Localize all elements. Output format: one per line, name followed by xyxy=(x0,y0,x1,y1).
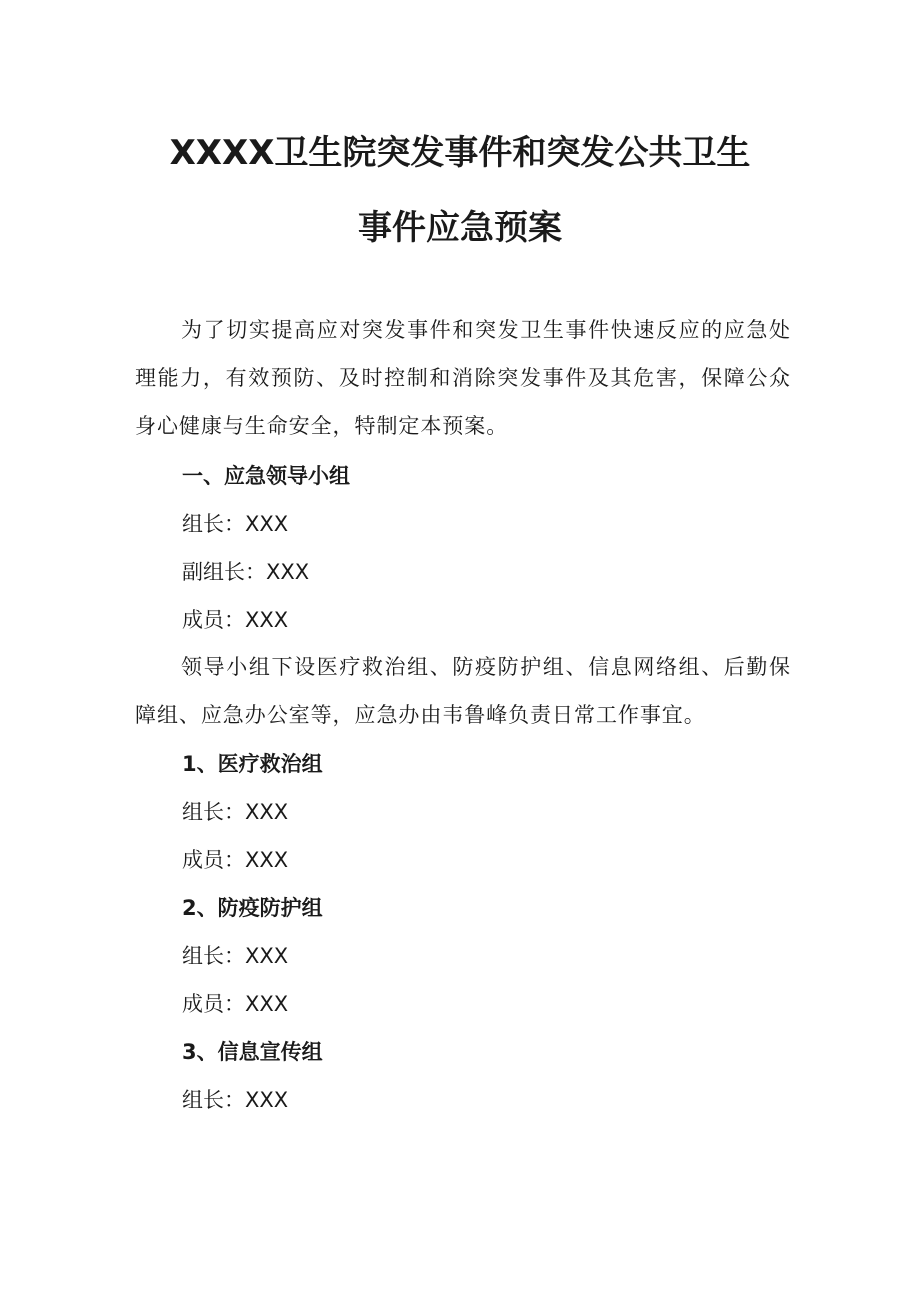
leadership-deputy-leader: 副组长：XXX xyxy=(182,560,310,584)
epidemic-group-leader: 组长：XXX xyxy=(182,944,289,968)
group-heading-information-publicity: 3、信息宣传组 xyxy=(182,1040,323,1064)
medical-group-leader: 组长：XXX xyxy=(182,800,289,824)
epidemic-group-members: 成员：XXX xyxy=(182,992,289,1016)
medical-group-members: 成员：XXX xyxy=(182,848,289,872)
intro-paragraph: 为了切实提高应对突发事件和突发卫生事件快速反应的应急处理能力，有效预防、及时控制和消除突发事件及其危害，保障公众身心健康与生命安全，特制定本预案。 xyxy=(135,318,791,438)
document-title-line-2: 事件应急预案 xyxy=(358,208,562,248)
leadership-leader: 组长：XXX xyxy=(182,512,289,536)
group-heading-epidemic-protection: 2、防疫防护组 xyxy=(182,896,323,920)
document-title-line-1: XXXX卫生院突发事件和突发公共卫生 xyxy=(169,133,751,173)
leadership-members: 成员：XXX xyxy=(182,608,289,632)
leadership-note-paragraph: 领导小组下设医疗救治组、防疫防护组、信息网络组、后勤保障组、应急办公室等，应急办由韦鲁峰负责日常工作事宜。 xyxy=(135,655,791,727)
section-heading-leadership-group: 一、应急领导小组 xyxy=(182,464,350,488)
information-group-leader: 组长：XXX xyxy=(182,1088,289,1112)
group-heading-medical-treatment: 1、医疗救治组 xyxy=(182,752,323,776)
